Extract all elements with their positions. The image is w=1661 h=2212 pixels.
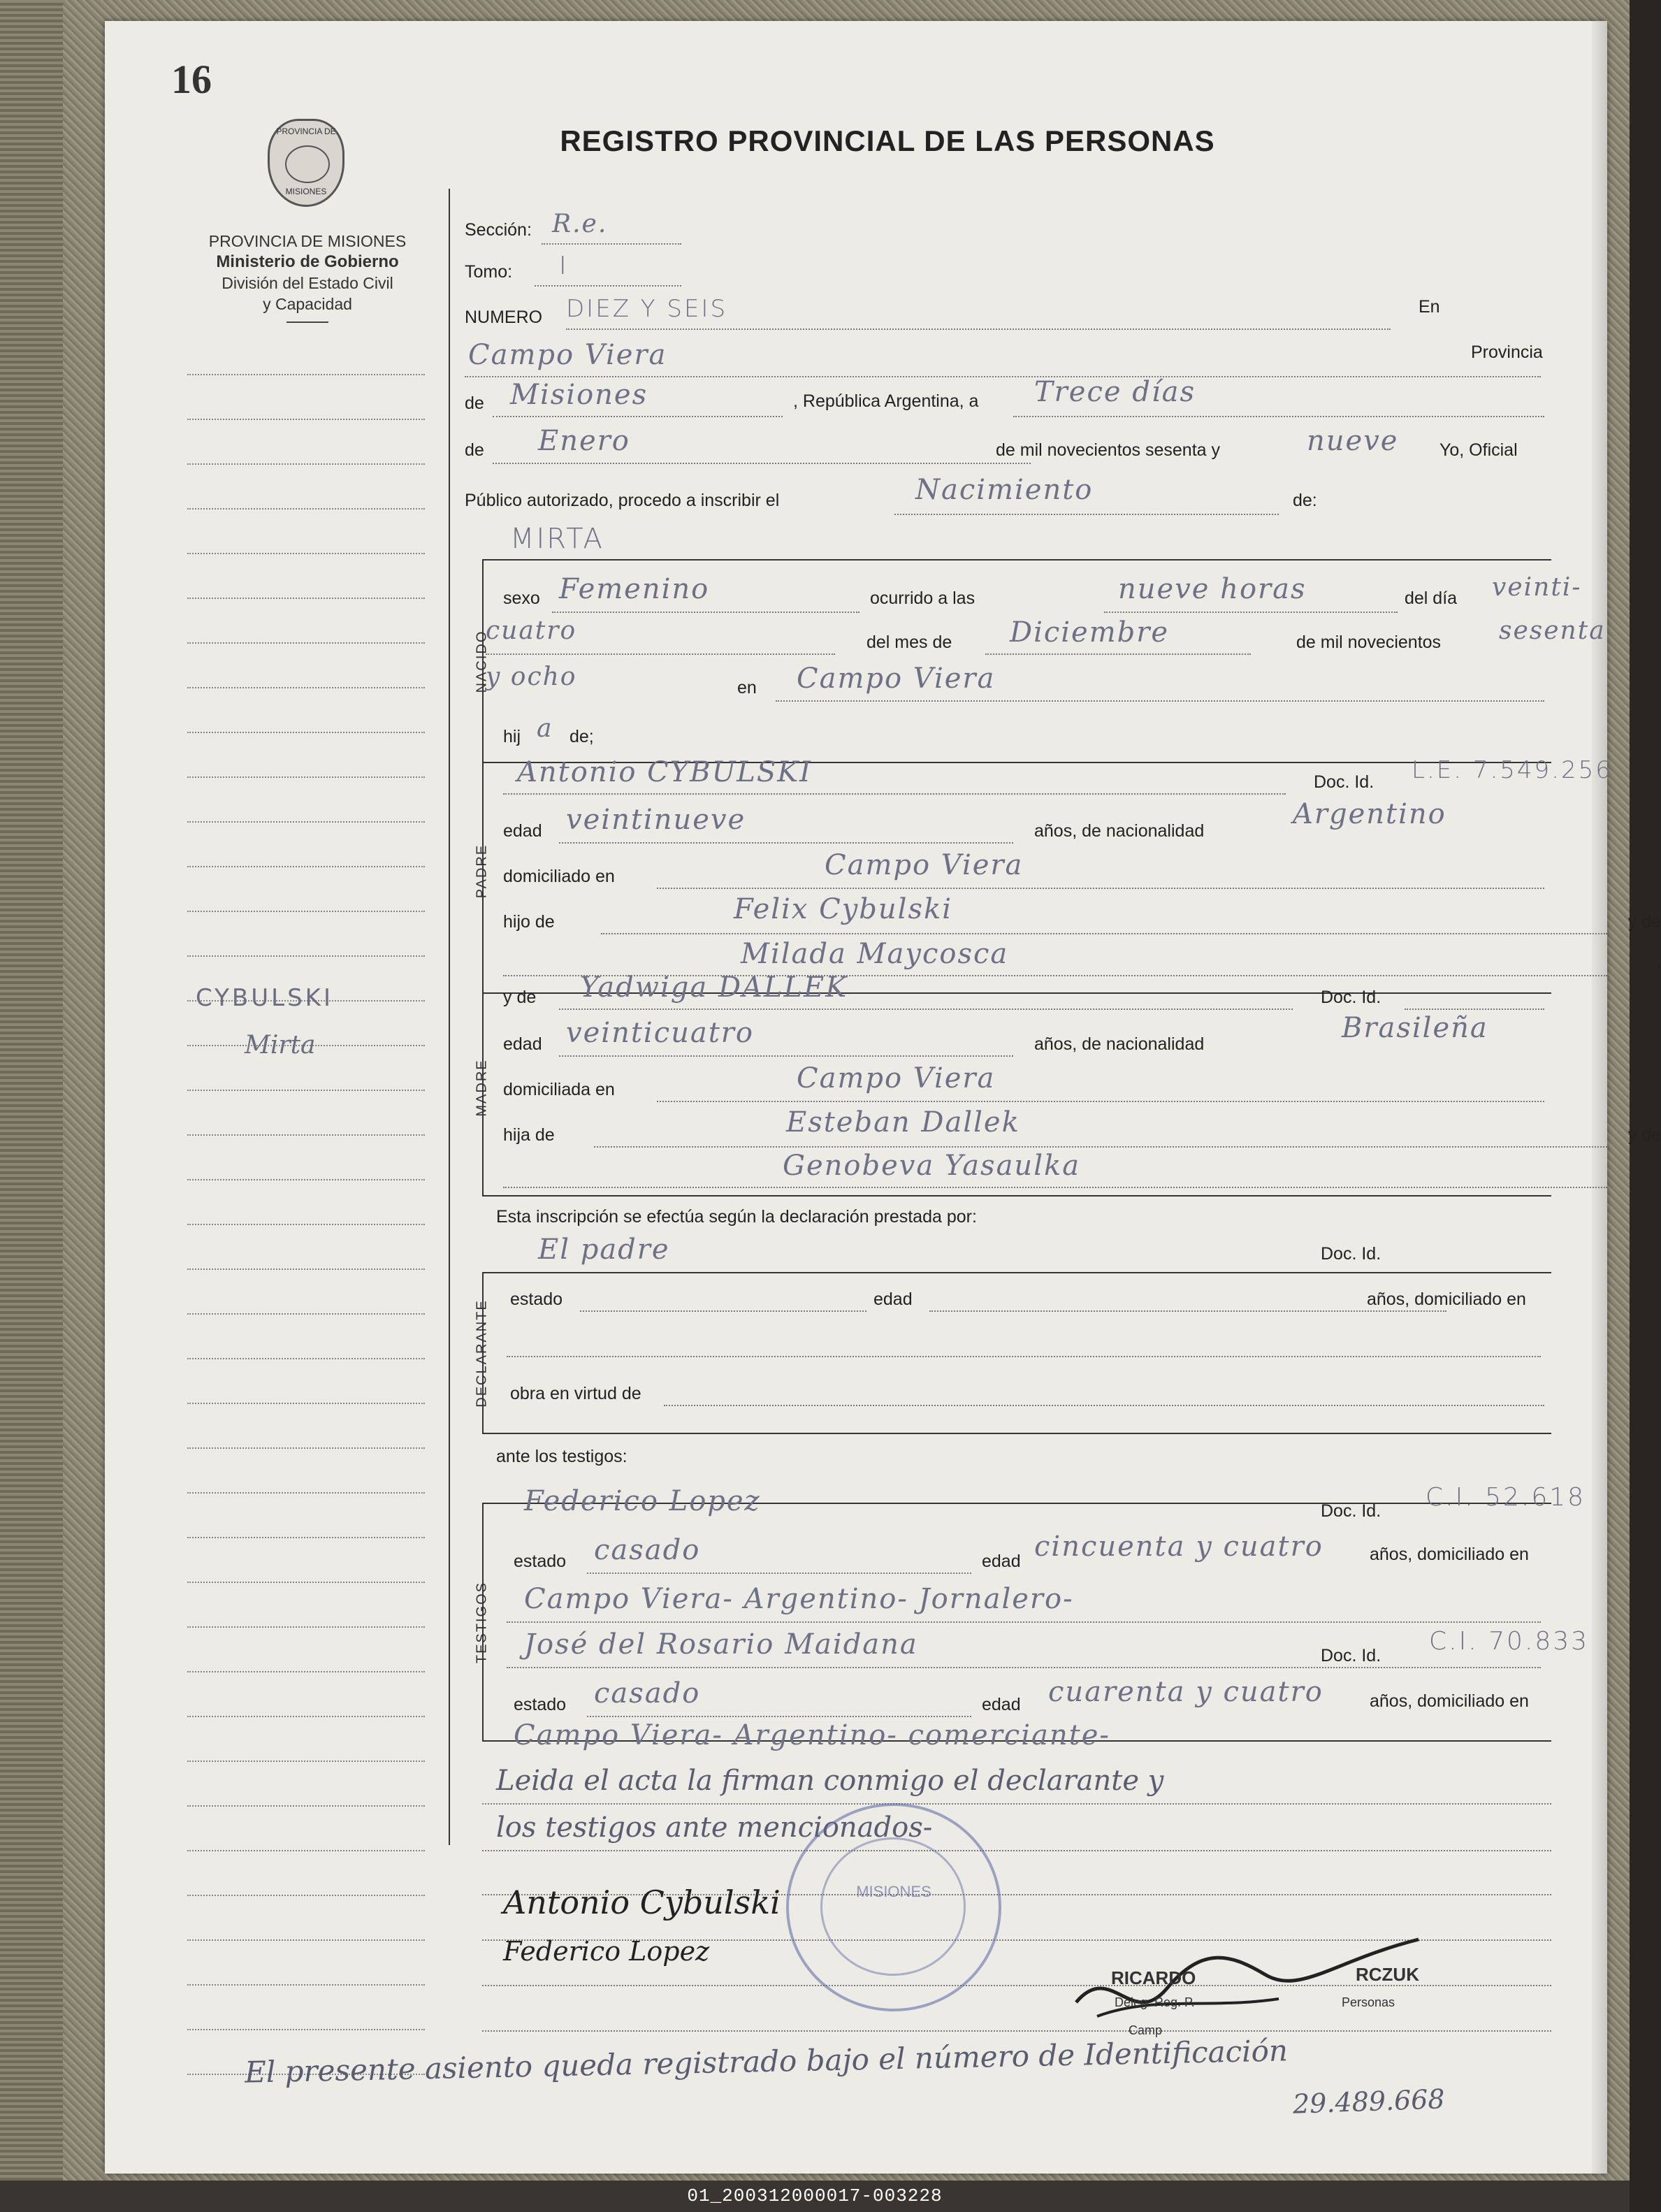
nacido-section-label: NACIDO [474, 630, 490, 693]
padre-line [503, 793, 1286, 795]
padre-nac-label: años, de nacionalidad [1034, 821, 1205, 841]
yo-oficial-label: Yo, Oficial [1439, 440, 1518, 460]
abuela-m-line [503, 1187, 1607, 1188]
signature-rule-4 [482, 2030, 1551, 2032]
official-sub-3: Camp [1129, 2023, 1163, 2037]
testigo1-doc-label: Doc. Id. [1321, 1501, 1381, 1521]
bottom-note-line-2: 29.489.668 [1292, 2083, 1446, 2120]
madre-dom-label: domiciliada en [503, 1080, 615, 1099]
testigo2-value: José del Rosario Maidana [524, 1628, 918, 1661]
lectura-line-1: Leida el acta la firman conmigo el declarante y [496, 1765, 1164, 1797]
padre-nac-value: Argentino [1293, 798, 1446, 830]
page-title: REGISTRO PROVINCIAL DE LAS PERSONAS [560, 124, 1215, 157]
padre-dom-label: domiciliado en [503, 867, 615, 886]
sexo-label: sexo [503, 588, 540, 608]
padre-dom-line [657, 888, 1544, 889]
abuelo-m-value: Esteban Dallek [786, 1106, 1020, 1138]
hijo-de-label: hijo de [503, 912, 555, 932]
numero-value: DIEZ Y SEIS [566, 295, 728, 323]
padre-signature: Antonio Cybulski [503, 1884, 781, 1921]
anio-value-1: sesenta [1499, 616, 1606, 645]
footer-label: 01_200312000017-003228 [687, 2185, 943, 2206]
lectura-line-2: los testigos ante mencionados- [496, 1812, 933, 1844]
madre-nac-value: Brasileña [1342, 1012, 1488, 1044]
lugar-nac-line [776, 700, 1544, 702]
bottom-note-line-1: El presente asiento queda registrado bajo el número de Identificación [244, 2033, 1289, 2090]
ministry-capacity: y Capacidad [263, 295, 352, 313]
testigos-section-label: TESTIGOS [474, 1581, 490, 1664]
acto-line [894, 514, 1279, 515]
tomo-line [535, 285, 681, 287]
madre-value: Yadwiga DALLEK [580, 971, 848, 1004]
numero-line [566, 328, 1391, 330]
margin-surname: CYBULSKI [196, 984, 333, 1012]
en-label: En [1419, 297, 1440, 317]
seal-top-text: PROVINCIA DE [276, 126, 336, 136]
testigo1-estado-line [587, 1573, 971, 1574]
provincia-label: Provincia [1471, 342, 1543, 362]
hora-value: nueve horas [1118, 573, 1307, 605]
testigo1-dom-line [507, 1621, 1541, 1623]
anio-value-2: y ocho [486, 663, 577, 691]
testigo1-edad-label: edad [982, 1552, 1021, 1571]
de-colon-label: de: [1293, 491, 1317, 510]
testigo2-dom-value: Campo Viera- Argentino- comerciante- [514, 1719, 1110, 1751]
madre-section-label: MADRE [474, 1059, 490, 1117]
acto-value: Nacimiento [915, 474, 1094, 506]
lectura-line-1-rule [482, 1803, 1551, 1805]
seccion-value: R.e. [552, 210, 608, 238]
declarante-top-rule [482, 1272, 1551, 1273]
testigo2-doc-label: Doc. Id. [1321, 1646, 1381, 1665]
numero-label: NUMERO [465, 308, 543, 327]
abuelo-p-value: Felix Cybulski [734, 893, 953, 925]
declarante-estado-line [580, 1310, 866, 1312]
nombre-value: MIRTA [510, 523, 604, 555]
ocurrido-label: ocurrido a las [870, 588, 975, 608]
declarante-bottom-rule [482, 1433, 1551, 1434]
de-label: de [465, 393, 484, 413]
testigo1-estado-label: estado [514, 1552, 567, 1571]
seal-bottom-text: MISIONES [285, 187, 327, 196]
madre-doc-line [1405, 1009, 1544, 1010]
padre-edad-value: veintinueve [566, 804, 746, 836]
declarante-dom-line [507, 1356, 1541, 1357]
mes-line [985, 653, 1251, 655]
testigos-label: ante los testigos: [496, 1447, 628, 1466]
tomo-label: Tomo: [465, 262, 513, 282]
testigo1-anos-label: años, domiciliado en [1370, 1545, 1529, 1564]
declarante-edad-line [929, 1310, 1446, 1312]
hijo-y-de-label: y de [1628, 912, 1661, 932]
padre-doc-label: Doc. Id. [1314, 772, 1375, 792]
abuela-m-value: Genobeva Yasaulka [783, 1150, 1081, 1182]
publico-label: Público autorizado, procedo a inscribir el [465, 491, 780, 510]
testigo2-doc-value: C.I. 70.833 [1429, 1627, 1590, 1656]
mil-nov-sesenta-label: de mil novecientos sesenta y [996, 440, 1221, 460]
madre-dom-line [657, 1101, 1544, 1102]
testigo1-value: Federico Lopez [524, 1485, 761, 1517]
testigo2-line [507, 1667, 1541, 1668]
ministry-division: División del Estado Civil [222, 274, 393, 292]
padre-section-label: PADRE [474, 844, 490, 899]
ministry-name: Ministerio de Gobierno [216, 252, 399, 271]
testigo2-edad-value: cuarenta y cuatro [1048, 1676, 1323, 1708]
lectura-line-2-rule [482, 1850, 1551, 1851]
lugar-nac-value: Campo Viera [797, 663, 996, 695]
madre-dom-value: Campo Viera [797, 1062, 996, 1094]
sexo-value: Femenino [559, 573, 710, 605]
official-sub-1: Deleg. Reg. P. [1115, 1995, 1195, 2009]
padre-dom-value: Campo Viera [825, 849, 1024, 881]
book-spine [0, 0, 63, 2181]
ministry-rule [286, 321, 328, 323]
del-dia-label: del día [1405, 588, 1458, 608]
stamp-inner-ring [820, 1837, 966, 1976]
hij-de-label: de; [570, 727, 594, 746]
official-name-1: RICARDO [1111, 1967, 1196, 1988]
margin-given-name: Mirta [245, 1031, 316, 1060]
declarante-edad-label: edad [873, 1289, 913, 1309]
dia-value-2: cuatro [486, 616, 577, 645]
obra-line [664, 1405, 1544, 1406]
hija-y-de-label: y de [1628, 1125, 1661, 1145]
fecha-dia-value: Trece días [1034, 376, 1196, 408]
padre-edad-line [559, 842, 1013, 844]
madre-y-de-label: y de [503, 988, 537, 1007]
testigo2-estado-label: estado [514, 1695, 567, 1714]
testigo1-doc-value: C.I. 52.618 [1426, 1483, 1586, 1512]
republica-label: , República Argentina, a [793, 391, 979, 411]
de-label-2: de [465, 440, 484, 460]
testigo2-edad-label: edad [982, 1695, 1021, 1714]
coat-of-arms-seal [268, 119, 344, 207]
hij-suffix-value: a [537, 714, 553, 743]
margin-note-lines [187, 374, 425, 2118]
official-stamp [786, 1803, 1001, 2011]
page-number: 16 [171, 57, 212, 102]
declarante-value: El padre [538, 1234, 670, 1266]
padre-semicolon: ; [1656, 950, 1661, 970]
testigo2-estado-value: casado [594, 1677, 701, 1709]
lugar-value: Campo Viera [468, 339, 667, 371]
dia-line [486, 653, 835, 655]
mes-value: Diciembre [1010, 616, 1170, 649]
nacido-top-rule [482, 559, 1551, 561]
dia-value-1: veinti- [1492, 573, 1582, 602]
madre-edad-value: veinticuatro [566, 1017, 754, 1049]
madre-nac-label: años, de nacionalidad [1034, 1034, 1205, 1054]
padre-doc-value: L.E. 7.549.256 [1412, 756, 1613, 784]
del-mes-label: del mes de [866, 632, 952, 652]
obra-label: obra en virtud de [510, 1384, 641, 1403]
provincia-line [493, 416, 783, 417]
lugar-line [465, 376, 1541, 377]
declaracion-label: Esta inscripción se efectúa según la declaración prestada por: [496, 1207, 977, 1227]
footer-bar [0, 2181, 1630, 2212]
hij-label: hij [503, 727, 521, 746]
padre-edad-label: edad [503, 821, 542, 841]
testigo2-anos-label: años, domiciliado en [1370, 1691, 1529, 1711]
hora-line [1104, 612, 1398, 613]
seal-emblem-icon [285, 145, 330, 183]
madre-line [559, 1009, 1293, 1010]
declarante-doc-label: Doc. Id. [1321, 1244, 1381, 1264]
sexo-line [552, 612, 859, 613]
testigo2-estado-line [587, 1716, 971, 1717]
hija-de-label: hija de [503, 1125, 555, 1145]
madre-bottom-rule [482, 1195, 1551, 1197]
official-name-2: RCZUK [1356, 1964, 1419, 1985]
testigo1-dom-value: Campo Viera- Argentino- Jornalero- [524, 1583, 1074, 1615]
abuela-p-value: Milada Maycosca [741, 938, 1009, 970]
provincia-value: Misiones [510, 379, 648, 411]
seccion-line [542, 243, 681, 245]
padre-value: Antonio CYBULSKI [517, 756, 812, 788]
mil-nov-label: de mil novecientos [1296, 632, 1442, 652]
page-edge [1592, 21, 1607, 2174]
testigo-signature: Federico Lopez [503, 1936, 710, 1967]
seccion-label: Sección: [465, 220, 532, 240]
declarante-section-label: DECLARANTE [474, 1299, 490, 1408]
fecha-mes-line [493, 463, 1031, 464]
register-page [105, 21, 1661, 2174]
testigo1-estado-value: casado [594, 1534, 701, 1566]
madre-doc-label: Doc. Id. [1321, 988, 1381, 1007]
tomo-value: I [559, 252, 569, 280]
fecha-dia-line [1013, 416, 1544, 417]
testigo1-edad-value: cincuenta y cuatro [1034, 1531, 1323, 1563]
fecha-anio-value: nueve [1307, 425, 1399, 457]
ministry-province: PROVINCIA DE MISIONES [208, 232, 407, 250]
stamp-text: MISIONES [856, 1883, 931, 1900]
en-label-2: en [737, 678, 757, 697]
fecha-mes-value: Enero [538, 425, 630, 457]
declarante-estado-label: estado [510, 1289, 563, 1309]
madre-edad-line [559, 1055, 1013, 1057]
abuelo-p-line [601, 933, 1607, 934]
abuelo-m-line [594, 1146, 1607, 1148]
ministry-header [189, 231, 426, 323]
madre-edad-label: edad [503, 1034, 542, 1054]
form-border-line [449, 189, 450, 1845]
official-sub-2: Personas [1342, 1995, 1395, 2009]
declarante-anos-label: años, domiciliado en [1363, 1289, 1526, 1310]
